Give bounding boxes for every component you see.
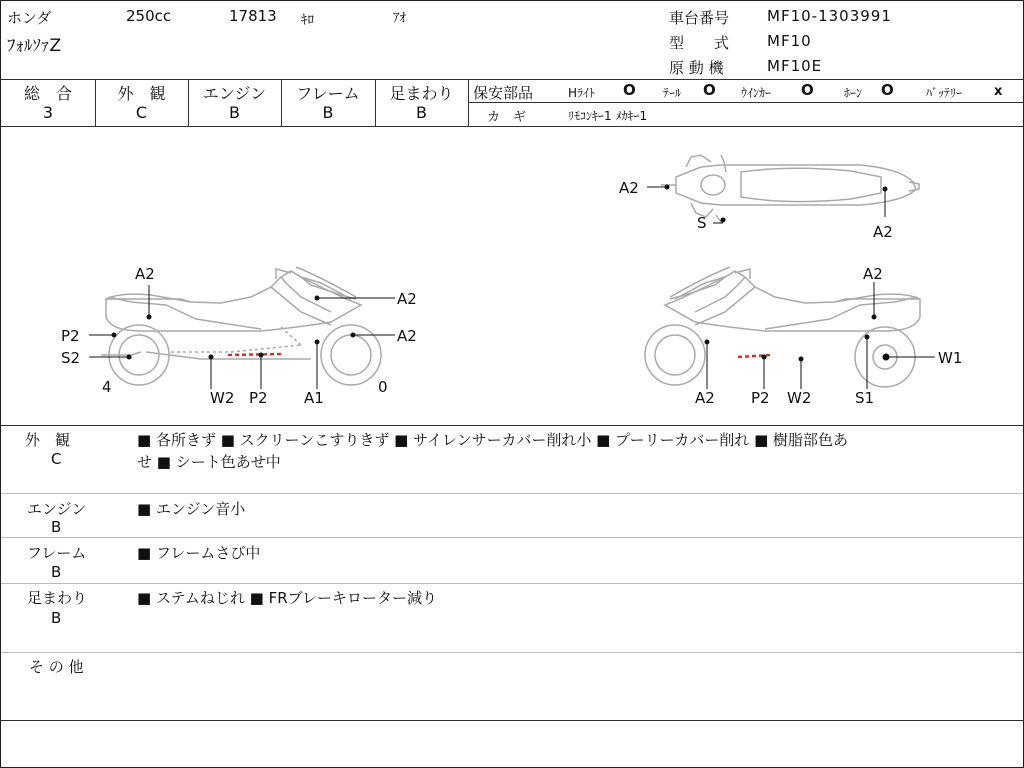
damage-diagram xyxy=(1,127,1023,425)
right-label-a2-seat: A2 xyxy=(863,265,883,283)
safety-item-battery: ﾊﾞｯﾃﾘｰ xyxy=(926,86,963,100)
displacement: 250cc xyxy=(126,7,172,25)
safety-mark-headlight: O xyxy=(623,81,636,99)
remark-engine-label: エンジン xyxy=(27,500,87,518)
grade-exterior-label: 外 観 xyxy=(117,84,166,103)
grade-engine-label: エンジン xyxy=(202,84,267,103)
left-label-a1: A1 xyxy=(304,389,324,407)
right-label-p2-bottom: P2 xyxy=(751,389,770,407)
remark-exterior-text-2: せ ■ シート色あせ中 xyxy=(137,453,281,471)
grade-exterior-value: C xyxy=(135,103,148,122)
safety-mark-winker: O xyxy=(801,81,814,99)
left-label-0: 0 xyxy=(378,378,388,396)
mileage: 17813 xyxy=(229,7,277,25)
safety-mark-battery: x xyxy=(994,84,1003,99)
left-label-a2-screen: A2 xyxy=(397,290,417,308)
frame-number-label: 車台番号 xyxy=(669,9,730,27)
grade-frame-label: フレーム xyxy=(296,84,360,103)
frame-number: MF10-1303991 xyxy=(767,7,892,25)
remark-exterior-text-1: ■ 各所きず ■ スクリーンこすりきず ■ サイレンサーカバー削れ小 ■ プーリーカバー削れ ■ 樹脂部色あ xyxy=(137,431,849,449)
right-scooter-outline xyxy=(645,267,920,387)
key-value: ﾘﾓｺﾝｷｰ1 ﾒｶｷｰ1 xyxy=(568,109,648,123)
engine-code: MF10E xyxy=(767,57,823,75)
engine-label: 原 動 機 xyxy=(669,59,724,77)
grade-total-label: 総 合 xyxy=(23,84,72,103)
safety-item-tail: ﾃｰﾙ xyxy=(663,86,682,100)
left-label-p2-bottom: P2 xyxy=(249,389,268,407)
grade-suspension-value: B xyxy=(416,103,427,122)
key-label: カ ギ xyxy=(487,110,527,125)
left-label-w2: W2 xyxy=(210,389,235,407)
mileage-unit: ｷﾛ xyxy=(301,13,314,28)
left-label-s2: S2 xyxy=(61,349,81,367)
grade-suspension-label: 足まわり xyxy=(389,84,454,103)
model-code-label: 型 式 xyxy=(669,34,730,52)
remark-engine-text: ■ エンジン音小 xyxy=(137,500,246,518)
left-label-a2-seat: A2 xyxy=(135,265,155,283)
right-label-s1: S1 xyxy=(855,389,875,407)
remark-frame-grade: B xyxy=(51,563,62,581)
top-scooter-outline xyxy=(661,155,919,222)
remark-suspension-text: ■ ステムねじれ ■ FRブレーキローター減り xyxy=(137,589,438,607)
safety-item-winker: ｳｲﾝｶｰ xyxy=(741,86,772,100)
right-label-w2-bottom: W2 xyxy=(787,389,812,407)
remark-frame-label: フレーム xyxy=(27,544,87,562)
left-label-4: 4 xyxy=(102,378,112,396)
color: ｱｵ xyxy=(393,11,406,26)
right-label-w1: W1 xyxy=(938,349,963,367)
remark-engine-grade: B xyxy=(51,518,62,536)
left-label-p2: P2 xyxy=(61,327,80,345)
remark-suspension-grade: B xyxy=(51,609,62,627)
remark-exterior-label: 外 観 xyxy=(25,431,71,449)
safety-item-horn: ﾎｰﾝ xyxy=(844,86,863,100)
safety-mark-tail: O xyxy=(703,81,716,99)
top-label-a2-rear: A2 xyxy=(873,223,893,241)
right-label-a2-bottom: A2 xyxy=(695,389,715,407)
top-label-s: S xyxy=(697,214,707,232)
model-code: MF10 xyxy=(767,32,812,50)
maker: ホンダ xyxy=(7,9,52,27)
top-label-a2-front: A2 xyxy=(619,179,639,197)
remark-suspension-label: 足まわり xyxy=(27,589,88,607)
grade-total-value: 3 xyxy=(42,103,54,122)
left-scooter-outline xyxy=(101,267,381,385)
model-name: ﾌｫﾙｿｧZ xyxy=(7,36,62,56)
grade-engine-value: B xyxy=(229,103,240,122)
left-label-a2-front: A2 xyxy=(397,327,417,345)
remark-other-label: そ の 他 xyxy=(29,658,84,676)
remark-exterior-grade: C xyxy=(51,450,62,468)
safety-mark-horn: O xyxy=(881,81,894,99)
safety-item-headlight: Hﾗｲﾄ xyxy=(568,86,596,100)
safety-label: 保安部品 xyxy=(473,84,534,102)
grade-frame-value: B xyxy=(322,103,334,122)
remark-frame-text: ■ フレームさび中 xyxy=(137,544,261,562)
